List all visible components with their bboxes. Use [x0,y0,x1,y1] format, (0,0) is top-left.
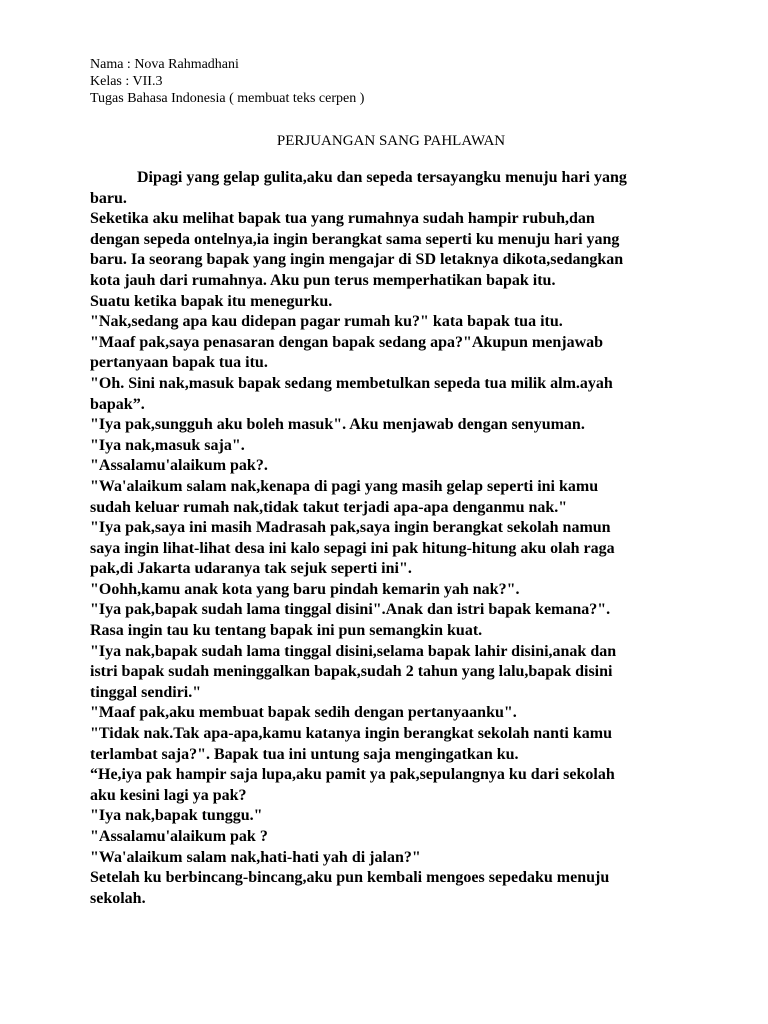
story-line: "Iya pak,bapak sudah lama tinggal disini".Anak dan istri bapak kemana?". [90,601,611,619]
story-line: "Tidak nak.Tak apa-apa,kamu katanya ingin berangkat sekolah nanti kamu [90,725,612,743]
story-title: PERJUANGAN SANG PAHLAWAN [276,133,506,149]
story-line: "Nak,sedang apa kau didepan pagar rumah ku?" kata bapak tua itu. [90,313,563,331]
story-line: "Iya pak,sungguh aku boleh masuk". Aku menjawab dengan senyuman. [90,416,585,434]
story-line: "Iya nak,masuk saja". [90,436,245,454]
story-line: "Assalamu'alaikum pak ? [90,828,268,845]
student-class: Kelas : VII.3 [90,74,163,89]
story-line: aku kesini lagi ya pak? [90,786,247,804]
story-line: dengan sepeda ontelnya,ia ingin berangkat sama seperti ku menuju hari yang [90,230,620,248]
story-line: "Oh. Sini nak,masuk bapak sedang membetulkan sepeda tua milik alm.ayah [90,374,613,392]
story-line: saya ingin lihat-lihat desa ini kalo sepagi ini pak hitung-hitung aku olah raga [90,539,615,557]
story-line: "Iya nak,bapak tunggu." [90,807,263,825]
document-header [90,56,364,107]
story-line: pak,di Jakarta udaranya tak sejuk seperti ini". [90,560,412,578]
story-line: "Iya pak,saya ini masih Madrasah pak,saya ingin berangkat sekolah namun [90,519,611,537]
student-name: Nama : Nova Rahmadhani [90,57,239,72]
story-line: baru. Ia seorang bapak yang ingin mengajar di SD letaknya dikota,sedangkan [90,251,624,269]
story-line: Rasa ingin tau ku tentang bapak ini pun semangkin kuat. [90,622,483,640]
story-line: baru. [90,189,127,207]
assignment-description: Tugas Bahasa Indonesia ( membuat teks cerpen ) [90,91,365,106]
story-line: Dipagi yang gelap gulita,aku dan sepeda tersayangku menuju hari yang [137,169,627,186]
story-line: Seketika aku melihat bapak tua yang rumahnya sudah hampir rubuh,dan [90,210,595,228]
story-line: tinggal sendiri." [90,683,202,701]
story-line: "Iya nak,bapak sudah lama tinggal disini,selama bapak lahir disini,anak dan [90,642,617,660]
story-line: istri bapak sudah meninggalkan bapak,sudah 2 tahun yang lalu,bapak disini [90,663,613,681]
story-line: pertanyaan bapak tua itu. [90,354,268,372]
story-line: "Wa'alaikum salam nak,kenapa di pagi yang masih gelap seperti ini kamu [90,477,599,495]
story-line: bapak”. [90,395,145,413]
story-line: terlambat saja?". Bapak tua ini untung saja mengingatkan ku. [90,745,519,763]
story-line: Suatu ketika bapak itu menegurku. [90,292,333,310]
story-line: "Oohh,kamu anak kota yang baru pindah kemarin yah nak?". [90,580,520,598]
story-line: "Wa'alaikum salam nak,hati-hati yah di jalan?" [90,848,421,866]
story-body [90,168,690,909]
story-line: sudah keluar rumah nak,tidak takut terjadi apa-apa denganmu nak." [90,498,568,516]
story-line: kota jauh dari rumahnya. Aku pun terus memperhatikan bapak itu. [90,271,556,289]
story-line: "Maaf pak,saya penasaran dengan bapak sedang apa?"Akupun menjawab [90,333,604,351]
story-line: “He,iya pak hampir saja lupa,aku pamit ya pak,sepulangnya ku dari sekolah [90,766,615,784]
story-line: "Assalamu'alaikum pak?. [90,457,268,475]
story-line: sekolah. [90,889,146,907]
story-line: "Maaf pak,aku membuat bapak sedih dengan pertanyaanku". [90,704,517,722]
story-line: Setelah ku berbincang-bincang,aku pun kembali mengoes sepedaku menuju [90,869,610,887]
